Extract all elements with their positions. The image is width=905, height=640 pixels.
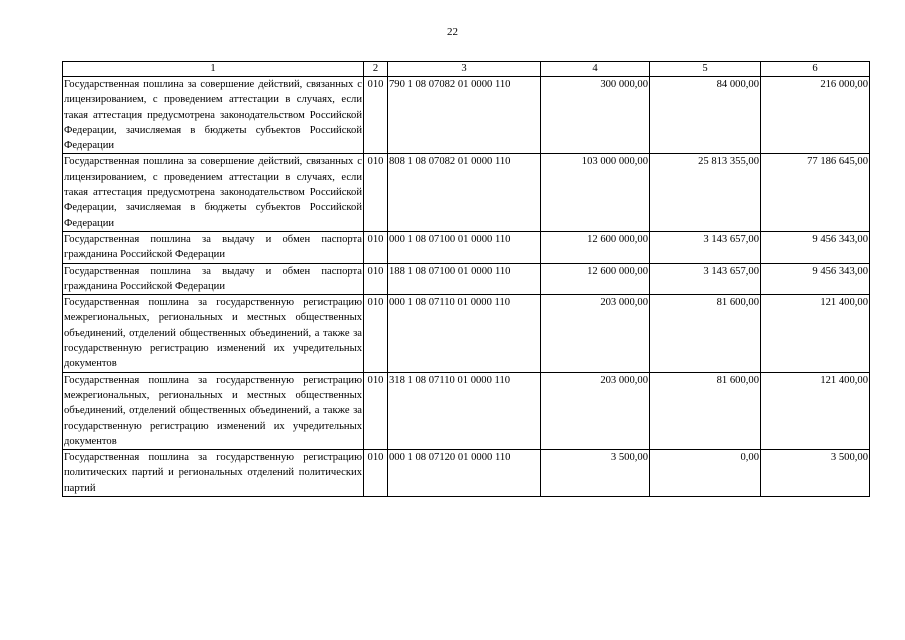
header-cell: 2 (364, 62, 388, 77)
revenue-name-cell: Государственная пошлина за государственную регистрацию межрегиональных, региональных и местных общественных объединений, отделений общественных объединений, а также за государственную регистрацию изменений их учредительных документов (63, 295, 364, 372)
amount-col4-cell: 3 500,00 (541, 450, 650, 497)
revenue-name-cell: Государственная пошлина за совершение действий, связанных с лицензированием, с проведением аттестации в случаях, если такая аттестация предусмотрена законодательством Российской Федерации, зачисляемая в бюджеты субъектов Российской Федерации (63, 154, 364, 231)
header-cell: 5 (650, 62, 761, 77)
revenue-name-cell: Государственная пошлина за совершение действий, связанных с лицензированием, с проведением аттестации в случаях, если такая аттестация предусмотрена законодательством Российской Федерации, зачисляемая в бюджеты субъектов Российской Федерации (63, 77, 364, 154)
budget-code-cell: 318 1 08 07110 01 0000 110 (388, 372, 541, 449)
amount-col5-cell: 81 600,00 (650, 372, 761, 449)
budget-code-cell: 000 1 08 07100 01 0000 110 (388, 231, 541, 263)
group-code-cell: 010 (364, 77, 388, 154)
amount-col6-cell: 3 500,00 (761, 450, 870, 497)
budget-code-cell: 000 1 08 07120 01 0000 110 (388, 450, 541, 497)
budget-code-cell: 808 1 08 07082 01 0000 110 (388, 154, 541, 231)
amount-col4-cell: 203 000,00 (541, 372, 650, 449)
table-row (63, 295, 870, 372)
revenue-name-cell: Государственная пошлина за выдачу и обмен паспорта гражданина Российской Федерации (63, 263, 364, 295)
group-code-cell: 010 (364, 295, 388, 372)
amount-col5-cell: 25 813 355,00 (650, 154, 761, 231)
budget-table (62, 61, 870, 497)
amount-col6-cell: 77 186 645,00 (761, 154, 870, 231)
amount-col6-cell: 9 456 343,00 (761, 231, 870, 263)
header-cell: 1 (63, 62, 364, 77)
group-code-cell: 010 (364, 372, 388, 449)
table-row (63, 450, 870, 497)
header-cell: 3 (388, 62, 541, 77)
amount-col6-cell: 216 000,00 (761, 77, 870, 154)
amount-col6-cell: 121 400,00 (761, 295, 870, 372)
amount-col5-cell: 84 000,00 (650, 77, 761, 154)
amount-col4-cell: 12 600 000,00 (541, 231, 650, 263)
page-number: 22 (447, 26, 458, 38)
amount-col4-cell: 300 000,00 (541, 77, 650, 154)
table-row (63, 263, 870, 295)
budget-code-cell: 790 1 08 07082 01 0000 110 (388, 77, 541, 154)
group-code-cell: 010 (364, 450, 388, 497)
budget-code-cell: 188 1 08 07100 01 0000 110 (388, 263, 541, 295)
revenue-name-cell: Государственная пошлина за государственную регистрацию политических партий и региональных отделений политических партий (63, 450, 364, 497)
amount-col5-cell: 3 143 657,00 (650, 263, 761, 295)
amount-col4-cell: 12 600 000,00 (541, 263, 650, 295)
table-row (63, 77, 870, 154)
table-row (63, 231, 870, 263)
header-cell: 4 (541, 62, 650, 77)
group-code-cell: 010 (364, 231, 388, 263)
revenue-name-cell: Государственная пошлина за государственную регистрацию межрегиональных, региональных и местных общественных объединений, отделений общественных объединений, а также за государственную регистрацию изменений их учредительных документов (63, 372, 364, 449)
group-code-cell: 010 (364, 154, 388, 231)
amount-col5-cell: 81 600,00 (650, 295, 761, 372)
table-row (63, 154, 870, 231)
amount-col6-cell: 121 400,00 (761, 372, 870, 449)
revenue-name-cell: Государственная пошлина за выдачу и обмен паспорта гражданина Российской Федерации (63, 231, 364, 263)
header-cell: 6 (761, 62, 870, 77)
amount-col5-cell: 0,00 (650, 450, 761, 497)
header-row (63, 62, 870, 77)
table-row (63, 372, 870, 449)
amount-col5-cell: 3 143 657,00 (650, 231, 761, 263)
amount-col6-cell: 9 456 343,00 (761, 263, 870, 295)
amount-col4-cell: 203 000,00 (541, 295, 650, 372)
budget-code-cell: 000 1 08 07110 01 0000 110 (388, 295, 541, 372)
group-code-cell: 010 (364, 263, 388, 295)
amount-col4-cell: 103 000 000,00 (541, 154, 650, 231)
